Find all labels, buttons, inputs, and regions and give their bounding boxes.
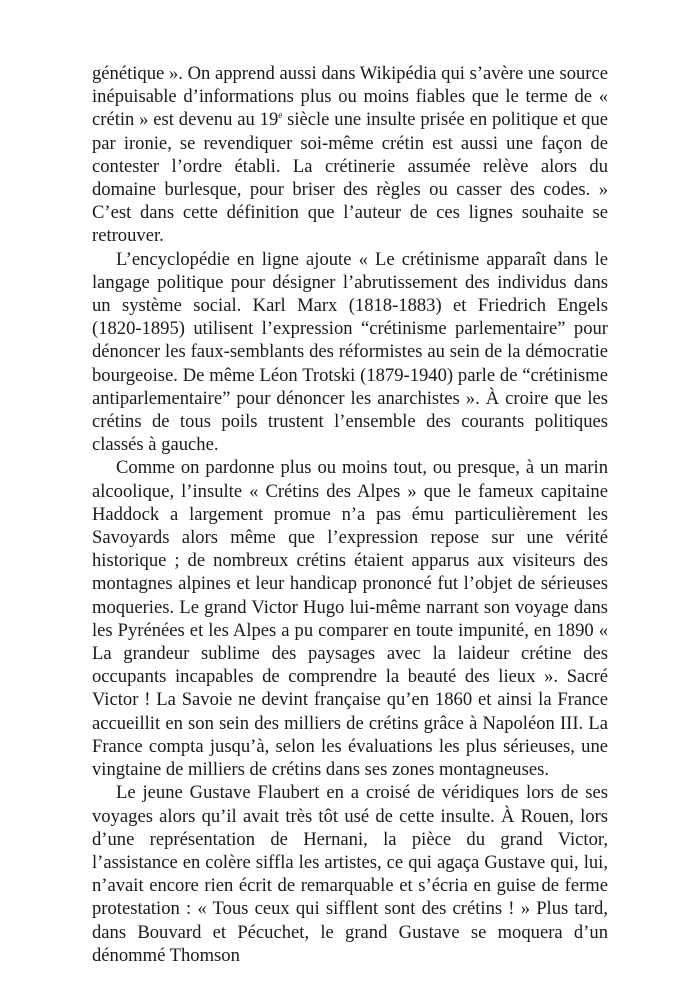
paragraph-2 <box>92 248 608 457</box>
paragraph-3-text: Comme on pardonne plus ou moins tout, ou presque, à un marin alcoolique, l’insulte « Crétins des Alpes » que le fameux capitaine Haddock a largement promue n’a pas ému particulièrement les Savoyards alors même que l’expression repose sur une vérité historique ; de nombreux crétins étaient apparus aux visiteurs des montagnes alpines et leur handicap prononcé fut l’objet de sérieuses moqueries. Le grand Victor Hugo lui-même narrant son voyage dans les Pyrénées et les Alpes a pu comparer en toute impunité, en 1890 « La grandeur sublime des paysages avec la laideur crétine des occupants incapables de comprendre la beauté des lieux ». Sacré Victor ! La Savoie ne devint française qu’en 1860 et ainsi la France accueillit en son sein des milliers de crétins grâce à Napoléon III. La France compta jusqu’à, selon les évaluations les plus sérieuses, une vingtaine de milliers de crétins dans ses zones montagneuses. <box>92 457 608 781</box>
paragraph-1-text: génétique ». On apprend aussi dans Wikipédia qui s’avère une source inépuisable d’informations plus ou moins fiables que le terme de « crétin » est devenu au 19 <box>92 63 608 131</box>
paragraph-1-text-continued: siècle une insulte prisée en politique et que par ironie, se revendiquer soi-même crétin est aussi une façon de contester l’ordre établi. La crétinerie assumée relève alors du domaine burlesque, pour briser des règles ou casser des codes. » C’est dans cette définition que l’auteur de ces lignes souhaite se retrouver. <box>92 109 608 247</box>
paragraph-4-text: Le jeune Gustave Flaubert en a croisé de véridiques lors de ses voyages alors qu’il avait très tôt usé de cette insulte. À Rouen, lors d’une représentation de Hernani, la pièce du grand Victor, l’assistance en colère siffla les artistes, ce qui agaça Gustave qui, lui, n’avait encore rien écrit de remarquable et s’écria en guise de ferme protestation : « Tous ceux qui sifflent sont des crétins ! » Plus tard, dans Bouvard et Pécuchet, le grand Gustave se moquera d’un dénommé Thomson <box>92 782 608 966</box>
paragraph-2-text: L’encyclopédie en ligne ajoute « Le crétinisme apparaît dans le langage politique pour désigner l’abrutissement des individus dans un système social. Karl Marx (1818-1883) et Friedrich Engels (1820-1895) utilisent l’expression “crétinisme parlementaire” pour dénoncer les faux-semblants des réformistes au sein de la démocratie bourgeoise. De même Léon Trotski (1879-1940) parle de “crétinisme antiparlementaire” pour dénoncer les anarchistes ». À croire que les crétins de tous poils trustent l’ensemble des courants politiques classés à gauche. <box>92 248 608 456</box>
superscript-e: e <box>278 110 283 121</box>
paragraph-4 <box>92 781 608 967</box>
paragraph-3 <box>92 456 608 781</box>
paragraph-1 <box>92 62 608 248</box>
document-page <box>92 62 608 967</box>
